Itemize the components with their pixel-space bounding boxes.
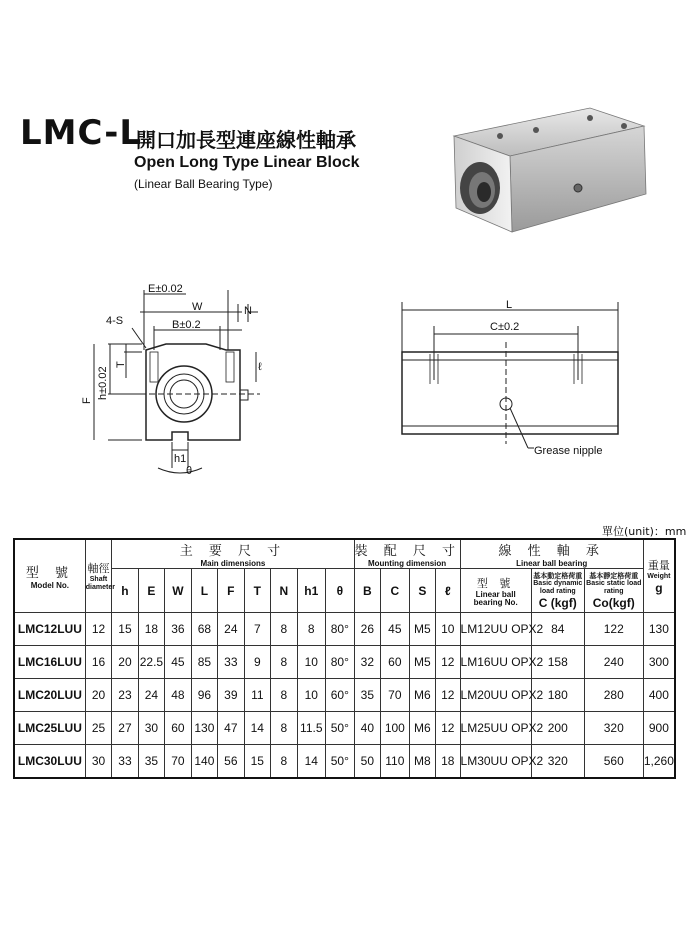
header-linear: 線 性 軸 承 Linear ball bearing	[460, 539, 643, 569]
table-cell: 122	[584, 613, 643, 646]
table-cell: 30	[85, 745, 111, 778]
table-cell: 12	[436, 646, 460, 679]
table-cell: 36	[165, 613, 191, 646]
label-t: T	[115, 361, 127, 368]
label-b: B±0.2	[172, 319, 201, 331]
table-cell: 70	[165, 745, 191, 778]
front-view-drawing	[80, 282, 280, 492]
table-cell: 96	[191, 679, 217, 712]
product-image	[440, 104, 660, 239]
table-cell: LM16UU OPX2	[460, 646, 531, 679]
label-h1: h1	[174, 453, 187, 465]
table-cell: 100	[381, 712, 410, 745]
table-cell: 14	[244, 712, 270, 745]
table-cell: 15	[244, 745, 270, 778]
table-cell: 47	[218, 712, 244, 745]
table-cell: 84	[531, 613, 584, 646]
table-cell: 300	[643, 646, 675, 679]
table-cell: LM25UU OPX2	[460, 712, 531, 745]
col-s: S	[409, 569, 435, 613]
table-cell: 140	[191, 745, 217, 778]
table-cell: LM20UU OPX2	[460, 679, 531, 712]
chinese-title: 開口加長型連座線性軸承	[136, 128, 356, 152]
table-cell: 35	[354, 679, 380, 712]
table-cell: M6	[409, 712, 435, 745]
table-cell: 50°	[326, 745, 355, 778]
col-theta: θ	[326, 569, 355, 613]
table-cell: 110	[381, 745, 410, 778]
col-l-small: ℓ	[436, 569, 460, 613]
table-cell: 560	[584, 745, 643, 778]
label-l: L	[506, 299, 513, 311]
english-title: Open Long Type Linear Block	[134, 154, 360, 171]
label-theta: θ	[186, 465, 193, 477]
col-t: T	[244, 569, 270, 613]
table-row	[14, 745, 675, 778]
table-cell: 39	[218, 679, 244, 712]
table-cell: 8	[297, 613, 326, 646]
table-cell: 10	[297, 646, 326, 679]
table-cell: 27	[112, 712, 138, 745]
table-cell: 80°	[326, 613, 355, 646]
table-cell: 8	[271, 745, 297, 778]
table-cell: 8	[271, 712, 297, 745]
table-cell: M8	[409, 745, 435, 778]
table-cell: 16	[85, 646, 111, 679]
col-b: B	[354, 569, 380, 613]
table-cell: 26	[354, 613, 380, 646]
table-cell: LM12UU OPX2	[460, 613, 531, 646]
table-cell: 18	[138, 613, 164, 646]
table-cell: 9	[244, 646, 270, 679]
table-cell: 60	[165, 712, 191, 745]
table-cell: M6	[409, 679, 435, 712]
label-n: N	[244, 305, 252, 317]
col-dynamic: 基本動定格荷重 Basic dynamic load rating C (kgf)	[531, 569, 584, 613]
table-row	[14, 679, 675, 712]
table-cell: 25	[85, 712, 111, 745]
table-cell: 200	[531, 712, 584, 745]
label-s: 4-S	[106, 315, 124, 327]
table-cell: 18	[436, 745, 460, 778]
label-w: W	[192, 301, 203, 313]
table-row	[14, 712, 675, 745]
label-h: h±0.02	[97, 366, 109, 400]
col-h1: h1	[297, 569, 326, 613]
table-cell: 11.5	[297, 712, 326, 745]
table-cell: 10	[436, 613, 460, 646]
table-cell: 1,260	[643, 745, 675, 778]
table-cell: 24	[138, 679, 164, 712]
col-n: N	[271, 569, 297, 613]
table-cell: 22.5	[138, 646, 164, 679]
table-cell: 8	[271, 679, 297, 712]
table-cell: 50°	[326, 712, 355, 745]
table-cell: 48	[165, 679, 191, 712]
table-cell: 40	[354, 712, 380, 745]
table-cell: 320	[584, 712, 643, 745]
model-cell: LMC25LUU	[14, 712, 85, 745]
table-cell: 68	[191, 613, 217, 646]
label-c: C±0.2	[490, 321, 520, 333]
table-cell: 180	[531, 679, 584, 712]
table-cell: 15	[112, 613, 138, 646]
table-cell: 400	[643, 679, 675, 712]
label-grease: Grease nipple	[534, 445, 603, 457]
table-cell: 240	[584, 646, 643, 679]
col-h: h	[112, 569, 138, 613]
col-f: F	[218, 569, 244, 613]
col-e: E	[138, 569, 164, 613]
header-model: 型 號 Model No.	[14, 539, 85, 613]
model-title: LMC-L	[20, 113, 143, 153]
model-cell: LMC30LUU	[14, 745, 85, 778]
label-e: E±0.02	[148, 283, 183, 295]
col-w: W	[165, 569, 191, 613]
table-row	[14, 646, 675, 679]
table-cell: 30	[138, 712, 164, 745]
table-cell: 20	[112, 646, 138, 679]
table-cell: 35	[138, 745, 164, 778]
side-view-drawing	[390, 296, 630, 466]
table-cell: 45	[381, 613, 410, 646]
table-cell: 130	[643, 613, 675, 646]
table-cell: 85	[191, 646, 217, 679]
table-cell: 60	[381, 646, 410, 679]
table-cell: 56	[218, 745, 244, 778]
table-cell: 7	[244, 613, 270, 646]
table-cell: 24	[218, 613, 244, 646]
table-row	[14, 613, 675, 646]
header-main: 主 要 尺 寸 Main dimensions	[112, 539, 354, 569]
label-f: F	[81, 397, 93, 404]
table-cell: 32	[354, 646, 380, 679]
table-cell: 14	[297, 745, 326, 778]
table-cell: 158	[531, 646, 584, 679]
header-shaft: 軸徑 Shaft diameter	[85, 539, 111, 613]
table-cell: 23	[112, 679, 138, 712]
table-cell: 45	[165, 646, 191, 679]
table-cell: 33	[218, 646, 244, 679]
header-mount: 裝 配 尺 寸 Mounting dimension	[354, 539, 460, 569]
table-cell: 900	[643, 712, 675, 745]
spec-table	[13, 538, 676, 779]
col-bearing: 型 號 Linear ball bearing No.	[460, 569, 531, 613]
model-cell: LMC12LUU	[14, 613, 85, 646]
table-cell: LM30UU OPX2	[460, 745, 531, 778]
label-l-small: ℓ	[258, 361, 262, 373]
table-cell: 280	[584, 679, 643, 712]
table-cell: 130	[191, 712, 217, 745]
table-cell: 20	[85, 679, 111, 712]
table-cell: 12	[436, 712, 460, 745]
model-cell: LMC20LUU	[14, 679, 85, 712]
table-cell: 60°	[326, 679, 355, 712]
table-cell: M5	[409, 613, 435, 646]
table-cell: 8	[271, 646, 297, 679]
table-cell: 10	[297, 679, 326, 712]
table-cell: 12	[85, 613, 111, 646]
table-cell: 50	[354, 745, 380, 778]
col-l: L	[191, 569, 217, 613]
table-cell: 70	[381, 679, 410, 712]
table-cell: 33	[112, 745, 138, 778]
table-cell: 320	[531, 745, 584, 778]
table-cell: 8	[271, 613, 297, 646]
table-cell: M5	[409, 646, 435, 679]
col-static: 基本靜定格荷重 Basic static load rating Co(kgf)	[584, 569, 643, 613]
table-cell: 80°	[326, 646, 355, 679]
table-cell: 12	[436, 679, 460, 712]
unit-label: 單位(unit)：mm	[602, 525, 687, 538]
model-cell: LMC16LUU	[14, 646, 85, 679]
subtitle: (Linear Ball Bearing Type)	[134, 177, 273, 191]
table-cell: 11	[244, 679, 270, 712]
header-weight: 重量 Weight g	[643, 539, 675, 613]
col-c: C	[381, 569, 410, 613]
